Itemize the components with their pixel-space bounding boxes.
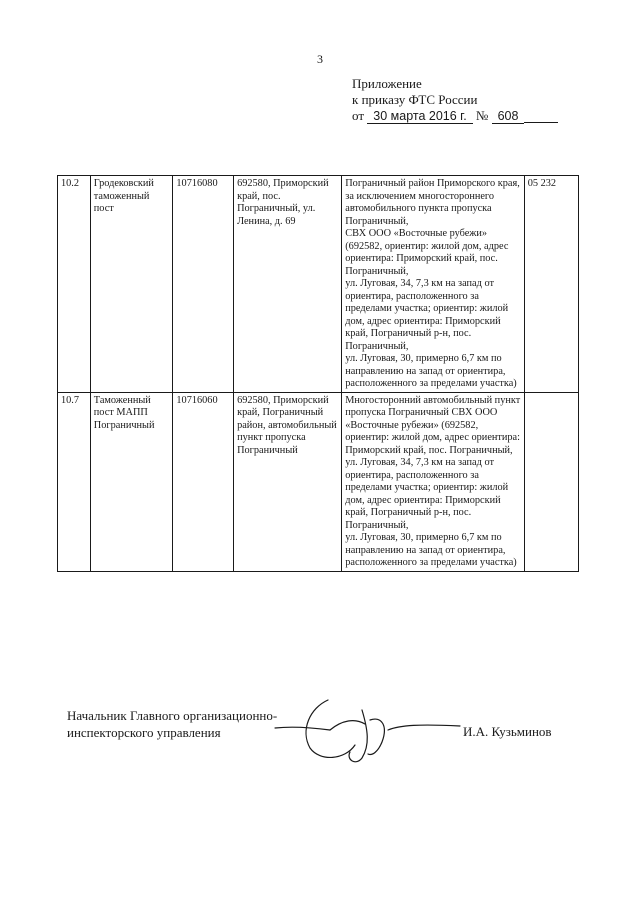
post-code: 10716080 — [173, 176, 234, 393]
zone-paragraph: Пограничный район Приморского края, за исключением многостороннего автомобильного пункта пропуска Пограничный, — [345, 178, 520, 227]
zone-paragraph: ул. Луговая, 34, 7,3 км на запад от ориентира, расположенного за пределами участка; ориентир: жилой дом, адрес ориентира: Приморский край, Пограничный р-н, пос. Пограничный, — [345, 457, 509, 531]
signatory-title — [67, 707, 277, 741]
zone-paragraph: ул. Луговая, 34, 7,3 км на запад от ориентира, расположенного за пределами участка; ориентир: жилой дом, адрес ориентира: Приморский край, Пограничный р-н, пос. Пограничный, — [345, 278, 509, 352]
post-name: Таможенный пост МАПП Пограничный — [90, 392, 173, 571]
row-number: 10.7 — [58, 392, 91, 571]
post-name: Гродековский таможенный пост — [90, 176, 173, 393]
handwritten-signature — [270, 690, 470, 770]
activity-zone — [342, 392, 524, 571]
post-address: 692580, Приморский край, Пограничный район, автомобильный пункт пропуска Пограничный — [234, 392, 342, 571]
activity-zone — [342, 176, 524, 393]
extra-code: 05 232 — [524, 176, 578, 393]
extra-code — [524, 392, 578, 571]
table-row — [58, 392, 579, 571]
appendix-date-line — [352, 108, 558, 124]
zone-paragraph: ул. Луговая, 30, примерно 6,7 км по направлению на запад от ориентира, расположенного за пределами участка) — [345, 532, 517, 568]
zone-paragraph: СВХ ООО «Восточные рубежи» (692582, ориентир: жилой дом, адрес ориентира: Приморский край, пос. Пограничный, — [345, 228, 509, 277]
zone-paragraph: ул. Луговая, 30, примерно 6,7 км по направлению на запад от ориентира, расположенного за пределами участка) — [345, 353, 517, 389]
appendix-header — [352, 76, 558, 124]
page-number: 3 — [317, 52, 323, 66]
appendix-date: 30 марта 2016 г. — [367, 109, 472, 124]
signatory-title-line2: инспекторского управления — [67, 725, 221, 740]
post-code: 10716060 — [173, 392, 234, 571]
customs-posts-table — [57, 175, 579, 572]
appendix-number: 608 — [492, 109, 525, 124]
appendix-underline-tail — [524, 122, 558, 123]
post-address: 692580, Приморский край, пос. Пограничный, ул. Ленина, д. 69 — [234, 176, 342, 393]
table-row — [58, 176, 579, 393]
appendix-order-ref: к приказу ФТС России — [352, 92, 478, 107]
signer-name: И.А. Кузьминов — [463, 724, 552, 739]
signatory-title-line1: Начальник Главного организационно- — [67, 708, 278, 723]
appendix-from: от — [352, 108, 365, 123]
appendix-title: Приложение — [352, 76, 422, 91]
appendix-number-sign: № — [475, 108, 489, 123]
row-number: 10.2 — [58, 176, 91, 393]
zone-paragraph: Многосторонний автомобильный пункт пропуска Пограничный СВХ ООО «Восточные рубежи» (692582, ориентир: жилой дом, адрес ориентира: Приморский край, пос. Пограничный, — [345, 394, 521, 456]
